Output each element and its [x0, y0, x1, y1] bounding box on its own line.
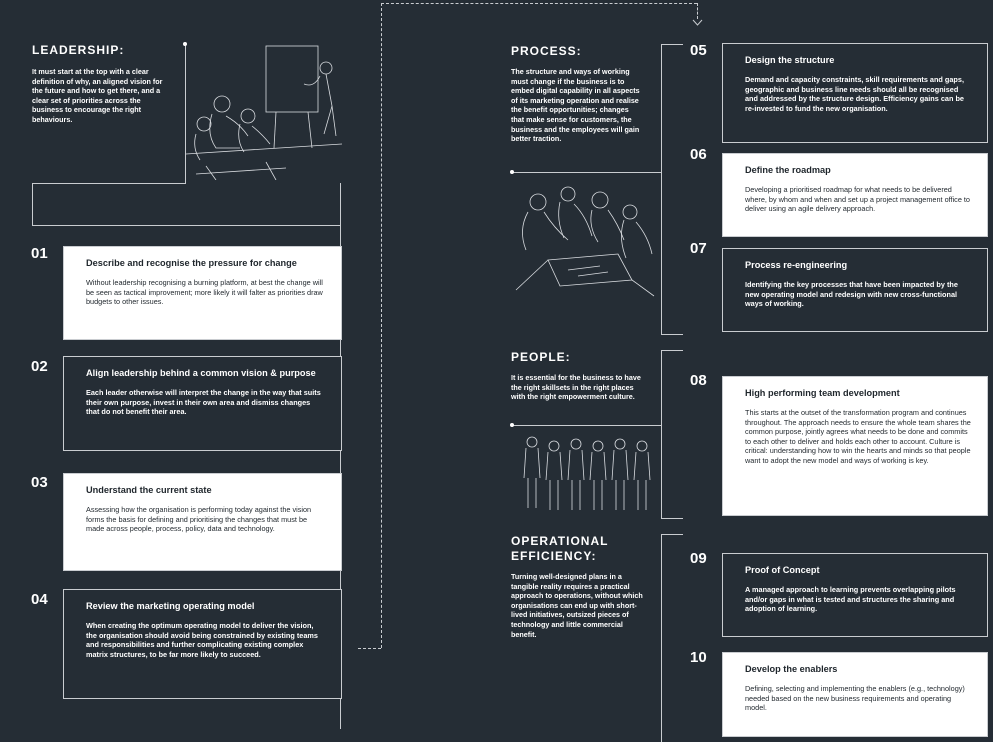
dashed-connector — [381, 3, 382, 648]
step-number: 10 — [690, 649, 707, 666]
operational-title-line2: EFFICIENCY: — [511, 549, 597, 563]
step-description: Each leader otherwise will interpret the change in the way that suits their own purpose, invest in their own area and dismiss changes that do not benefit their area. — [86, 388, 321, 417]
connector-line — [32, 183, 33, 225]
connector-line — [661, 518, 683, 519]
step-card-10 — [722, 652, 988, 737]
connector-line — [661, 534, 683, 535]
step-title: Align leadership behind a common vision & purpose — [86, 368, 316, 378]
connector-line — [32, 225, 341, 226]
step-number: 05 — [690, 42, 707, 59]
step-description: Identifying the key processes that have been impacted by the new operating model and redesign with new cross-functional ways of working. — [745, 280, 958, 309]
people-group-illustration — [518, 432, 658, 512]
step-title: High performing team development — [745, 388, 900, 398]
connector-line — [661, 350, 683, 351]
connector-line — [661, 350, 662, 518]
step-card-09 — [722, 553, 988, 637]
connector-line — [340, 183, 341, 225]
process-team-illustration — [508, 180, 658, 300]
people-title: PEOPLE: — [511, 350, 571, 364]
step-description: Without leadership recognising a burning platform, at best the change will be seen as tactical improvement; more likely it will falter as priorities draw budgets to other issues. — [86, 278, 323, 307]
connector-line — [661, 534, 662, 742]
step-description: This starts at the outset of the transformation program and continues throughout. The approach needs to ensure the whole team shares the common purpose, jointly agrees what needs to be done and commits to each other to deliver and holds each other to account. Culture is critical: understanding how to win the hearts and minds so that people want to adopt the new model and ways of working is key. — [745, 408, 971, 465]
step-title: Review the marketing operating model — [86, 601, 255, 611]
step-title: Develop the enablers — [745, 664, 838, 674]
step-description: Assessing how the organisation is performing today against the vision forms the basis for defining and prioritising the changes that must be made across people, process, policy, data and technology. — [86, 505, 312, 534]
step-title: Proof of Concept — [745, 565, 820, 575]
connector-line — [661, 44, 683, 45]
operational-title-line1: OPERATIONAL — [511, 534, 609, 548]
step-number: 02 — [31, 358, 48, 375]
step-card-04 — [63, 589, 342, 699]
operational-title — [511, 534, 608, 564]
people-intro: It is essential for the business to have the right skillsets in the right places with the right empowerment culture. — [511, 373, 641, 402]
connector-line — [32, 183, 186, 184]
step-description: Demand and capacity constraints, skill requirements and gaps, geographic and business line needs should all be recognised and addressed by the structure design. Efficiency gains can be re-invested to fund the new organisation. — [745, 75, 964, 113]
step-number: 01 — [31, 245, 48, 262]
connector-line — [512, 425, 662, 426]
leadership-title: LEADERSHIP: — [32, 43, 125, 57]
step-number: 06 — [690, 146, 707, 163]
connector-dot — [510, 423, 514, 427]
dashed-connector — [381, 3, 697, 4]
step-number: 04 — [31, 591, 48, 608]
step-title: Understand the current state — [86, 485, 212, 495]
step-card-07 — [722, 248, 988, 332]
step-title: Process re-engineering — [745, 260, 848, 270]
process-title: PROCESS: — [511, 44, 582, 58]
chevron-down-icon — [692, 14, 703, 32]
connector-line — [661, 44, 662, 334]
connector-line — [512, 172, 662, 173]
step-number: 03 — [31, 474, 48, 491]
step-card-02 — [63, 356, 342, 451]
process-intro: The structure and ways of working must change if the business is to embed digital capability in all aspects of its marketing operation and realise the benefit opportunities; changes that make sense for customers, the business and the employees will gain better traction. — [511, 67, 640, 144]
leadership-meeting-illustration — [186, 44, 342, 180]
step-description: Defining, selecting and implementing the enablers (e.g., technology) needed based on the new business requirements and operating model. — [745, 684, 965, 713]
step-number: 08 — [690, 372, 707, 389]
step-card-05 — [722, 43, 988, 143]
dashed-connector — [358, 648, 381, 649]
step-card-01 — [63, 246, 342, 340]
step-number: 09 — [690, 550, 707, 567]
step-description: When creating the optimum operating model to deliver the vision, the organisation should avoid being constrained by existing teams and responsibilities and further complicating existing complex matrix structures, to be far more likely to succeed. — [86, 621, 318, 659]
operational-intro: Turning well-designed plans in a tangible reality requires a practical approach to operations, without which organisations can end up with short-lived initiatives, outsized pieces of technology and little commercial benefit. — [511, 572, 643, 639]
step-card-06 — [722, 153, 988, 237]
step-card-08 — [722, 376, 988, 516]
step-description: Developing a prioritised roadmap for what needs to be delivered where, by whom and when and set up a project management office to deliver using an agile delivery approach. — [745, 185, 970, 214]
step-number: 07 — [690, 240, 707, 257]
step-title: Design the structure — [745, 55, 835, 65]
step-title: Define the roadmap — [745, 165, 831, 175]
connector-dot — [510, 170, 514, 174]
leadership-intro: It must start at the top with a clear definition of why, an aligned vision for the future and how to get there, and a clear set of priorities across the business to encourage the right behaviours. — [32, 67, 163, 124]
step-title: Describe and recognise the pressure for change — [86, 258, 297, 268]
step-card-03 — [63, 473, 342, 571]
connector-line — [661, 334, 683, 335]
step-description: A managed approach to learning prevents overlapping pilots and/or gaps in what is tested and structures the sharing and adoption of learning. — [745, 585, 956, 614]
